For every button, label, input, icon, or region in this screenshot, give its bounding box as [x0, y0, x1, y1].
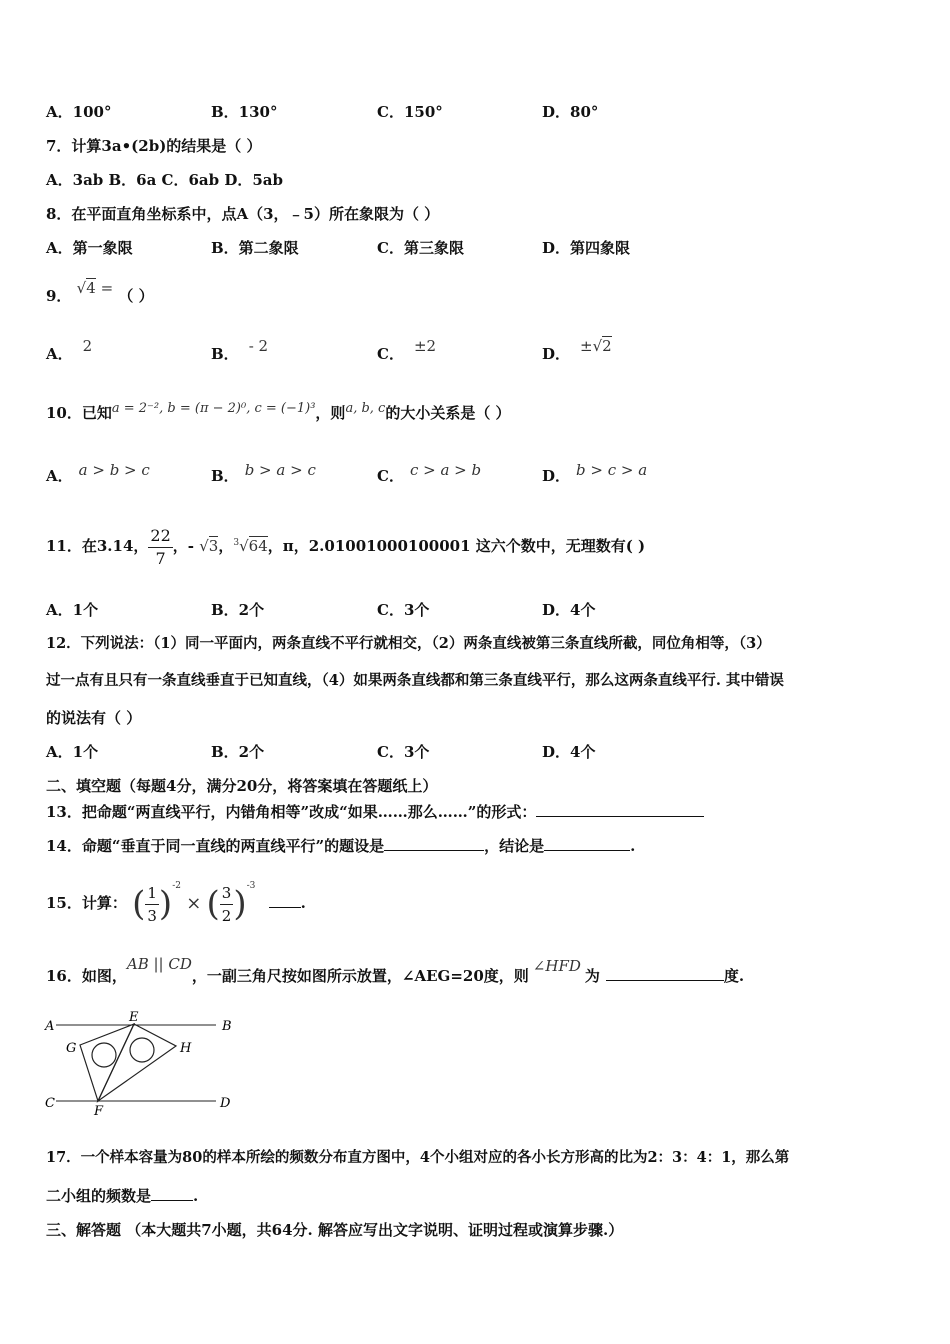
q14-conclusion-blank[interactable]: [544, 836, 630, 851]
q13-text: 13．把命题“两直线平行，内错角相等”改成“如果……那么……”的形式：: [46, 803, 537, 821]
q15-f1-num: 1: [145, 882, 159, 905]
q15-f2-num: 3: [220, 882, 234, 905]
label-c: C: [45, 1096, 55, 1111]
q15-paren-open-1: (: [132, 884, 146, 924]
q11-sqrt3: √3: [199, 537, 219, 555]
q6-option-a: A．100°: [46, 103, 112, 121]
q11-option-b: B．2个: [211, 601, 265, 619]
q11-fraction: [148, 525, 172, 570]
label-e: E: [129, 1010, 139, 1025]
q10-option-a: [46, 461, 150, 486]
q9-option-a: [46, 337, 93, 364]
q16-parallel-expression: AB || CD: [126, 955, 192, 973]
q15-f2-den: 2: [221, 906, 232, 925]
q17-text: 二小组的频数是: [46, 1187, 152, 1205]
q14-stem: [46, 836, 635, 856]
q9-b-value: - 2: [248, 337, 269, 355]
q15-fraction-2: [220, 882, 234, 927]
q11-frac-num: 22: [148, 525, 172, 548]
q15-f1-den: 3: [147, 906, 157, 925]
q9-d-label: D．: [542, 345, 571, 363]
q13-stem: [46, 802, 704, 822]
q11-sep1: ，-: [172, 537, 200, 555]
triangle-ruler-2: [98, 1024, 176, 1101]
q9-option-b: [211, 337, 269, 364]
q9-b-label: B．: [211, 345, 239, 363]
label-d: D: [220, 1096, 231, 1111]
q10-d-value: b > c > a: [576, 461, 648, 479]
q12-option-c: C．3个: [377, 743, 430, 761]
q9-c-label: C．: [377, 345, 404, 363]
q17-answer-blank[interactable]: [151, 1186, 193, 1201]
q10-d-label: D．: [542, 467, 571, 485]
label-f: F: [94, 1104, 104, 1119]
q9-equals: =: [100, 279, 114, 297]
q12-line1: 12．下列说法：（1）同一平面内，两条直线不平行就相交，（2）两条直线被第三条直线所截，同位角相等，（3）: [46, 635, 771, 652]
q10-a-label: A．: [46, 467, 73, 485]
triangle-ruler-1: [80, 1024, 134, 1101]
q16-answer-blank[interactable]: [606, 966, 724, 981]
q15-text: 15．计算：: [46, 894, 127, 912]
section2-heading: 二、填空题（每题4分，满分20分，将答案填在答题纸上）: [46, 777, 438, 795]
q11-option-a: A．1个: [46, 601, 99, 619]
q9-d-value: ±√2: [580, 337, 612, 355]
q7-options: A．3ab B．6a C．6ab D．5ab: [46, 171, 284, 189]
q8-option-b: B．第二象限: [211, 239, 299, 257]
q10-option-b: [211, 461, 316, 486]
q12-option-d: D．4个: [542, 743, 596, 761]
q16-stem: [46, 955, 745, 986]
q10-option-c: [377, 461, 482, 486]
q9-sqrt-expression: √4 =: [76, 279, 114, 297]
q9-a-value: 2: [82, 337, 93, 355]
q16-unit: 度.: [723, 967, 745, 985]
q11-cube-index: 3: [233, 538, 240, 548]
q10-c-value: c > a > b: [409, 461, 482, 479]
q15-stem: [46, 872, 306, 928]
q6-option-d: D．80°: [542, 103, 599, 121]
q11-frac-den: 7: [155, 548, 166, 568]
q9-option-c: [377, 337, 437, 364]
q15-times: ×: [186, 893, 202, 914]
q16-angle: ∠HFD: [532, 957, 581, 975]
q14-text2: ，结论是: [484, 837, 545, 855]
q14-end: .: [630, 837, 636, 855]
q11-sqrt3-radicand: 3: [208, 537, 219, 555]
q16-mid: ，一副三角尺按如图所示放置，∠AEG=20度，则: [191, 967, 529, 985]
q9-d-pm: ±: [580, 337, 593, 355]
q8-stem: 8．在平面直角坐标系中，点A（3，﹣5）所在象限为（ ）: [46, 205, 440, 223]
ruler-hole-1: [92, 1043, 116, 1067]
q12-line2: 过一点有且只有一条直线垂直于已知直线，（4）如果两条直线都和第三条直线平行，那么这两条直线平行. 其中错误: [46, 672, 784, 689]
q11-tail: ，π，2.01001000100001 这六个数中，无理数有( ): [267, 537, 646, 555]
q14-text1: 14．命题“垂直于同一直线的两直线平行”的题设是: [46, 837, 385, 855]
q13-answer-blank[interactable]: [536, 802, 704, 817]
ruler-hole-2: [130, 1038, 154, 1062]
q16-number: 16．如图，: [46, 967, 127, 985]
q17-line1: 17．一个样本容量为80的样本所绘的频数分布直方图中，4个小组对应的各小长方形高的比为2：3：4：1，那么第: [46, 1149, 790, 1166]
label-g: G: [66, 1041, 77, 1056]
q11-sep2: ，: [218, 537, 234, 555]
q15-exponent-1: -2: [172, 881, 181, 891]
q6-option-b: B．130°: [211, 103, 278, 121]
q9-radicand: 4: [86, 279, 96, 297]
q10-number: 10．已知: [46, 404, 112, 422]
q10-c-label: C．: [377, 467, 404, 485]
label-b: B: [222, 1019, 232, 1034]
q16-wei: 为: [584, 967, 600, 985]
q12-option-b: B．2个: [211, 743, 265, 761]
q11-option-c: C．3个: [377, 601, 430, 619]
q17-line2: [46, 1186, 198, 1206]
label-h: H: [180, 1041, 192, 1056]
q8-option-c: C．第三象限: [377, 239, 464, 257]
q14-hypothesis-blank[interactable]: [384, 836, 484, 851]
q10-vars: a, b, c: [345, 401, 386, 416]
q15-paren-close-2: ): [233, 884, 247, 924]
q9-number: 9．: [46, 287, 72, 305]
q11-option-d: D．4个: [542, 601, 596, 619]
q9-c-value: ±2: [413, 337, 437, 355]
q8-option-d: D．第四象限: [542, 239, 631, 257]
q15-exponent-2: -3: [246, 881, 256, 891]
q11-cuberoot: $^3$√64: [233, 537, 268, 555]
q10-stem: [46, 403, 511, 425]
q10-expression: a = 2⁻², b = (π − 2)⁰, c = (−1)³: [111, 401, 316, 416]
q9-option-d: [542, 337, 612, 364]
q16-figure: [40, 1008, 240, 1120]
section3-heading: 三、解答题 （本大题共7小题，共64分. 解答应写出文字说明、证明过程或演算步骤.）: [46, 1221, 624, 1239]
q15-answer-blank[interactable]: [269, 893, 301, 908]
q9-stem: [46, 279, 154, 306]
q17-end: .: [193, 1187, 199, 1205]
q9-paren: （ ）: [118, 287, 154, 305]
q10-tail: 的大小关系是（ ）: [385, 404, 511, 422]
q15-end: .: [300, 894, 306, 912]
q11-cube-radicand: 64: [248, 537, 268, 555]
q10-a-value: a > b > c: [78, 461, 150, 479]
q15-paren-open-2: (: [206, 884, 220, 924]
q12-option-a: A．1个: [46, 743, 99, 761]
q8-option-a: A．第一象限: [46, 239, 133, 257]
label-a: A: [45, 1019, 55, 1034]
q7-stem: 7．计算3a•(2b)的结果是（ ）: [46, 137, 262, 155]
q10-mid: ，则: [315, 404, 346, 422]
q9-d-radicand: 2: [602, 337, 612, 355]
q10-option-d: [542, 461, 648, 486]
q12-line3: 的说法有（ ）: [46, 709, 142, 727]
q15-fraction-1: [145, 882, 159, 927]
q9-a-label: A．: [46, 345, 73, 363]
q10-b-value: b > a > c: [244, 461, 316, 479]
q11-number: 11．在3.14，: [46, 537, 149, 555]
q15-paren-close-1: ): [158, 884, 173, 924]
q10-b-label: B．: [211, 467, 239, 485]
q11-stem: [46, 516, 645, 570]
q6-option-c: C．150°: [377, 103, 443, 121]
